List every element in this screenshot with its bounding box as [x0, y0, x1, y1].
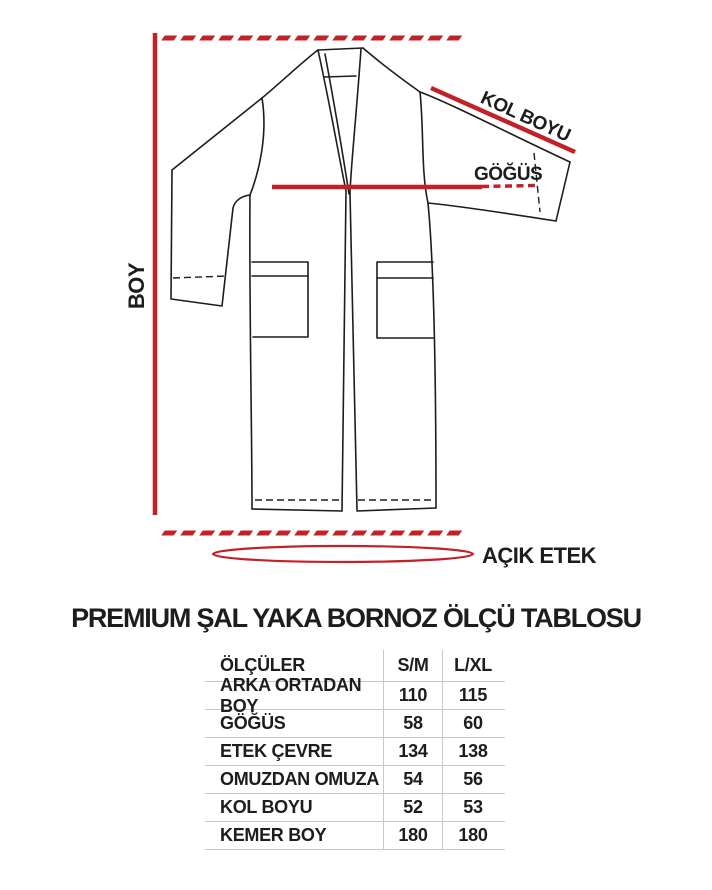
- acik-etek-ellipse: [213, 546, 473, 562]
- row-value-sm: 134: [383, 738, 442, 765]
- row-value-sm: 110: [383, 682, 442, 709]
- row-value-lxl: 180: [442, 822, 503, 849]
- row-label: KEMER BOY: [220, 825, 327, 845]
- label-boy: BOY: [124, 262, 149, 310]
- robe-dashed-seams: [173, 153, 543, 500]
- table-row: [205, 766, 505, 794]
- page-title: PREMIUM ŞAL YAKA BORNOZ ÖLÇÜ TABLOSU: [71, 603, 641, 633]
- row-label: GÖĞÜS: [220, 713, 286, 733]
- label-kol-boyu: KOL BOYU: [477, 87, 574, 147]
- table-row: [205, 738, 505, 766]
- row-value-lxl: 60: [442, 710, 503, 737]
- size-table: [205, 650, 505, 850]
- row-value-sm: 52: [383, 794, 442, 821]
- row-value-sm: 58: [383, 710, 442, 737]
- row-value-lxl: 53: [442, 794, 503, 821]
- table-row: [205, 710, 505, 738]
- row-label: ETEK ÇEVRE: [220, 741, 333, 761]
- column-header-sm: S/M: [383, 650, 442, 681]
- label-acik-etek: AÇIK ETEK: [482, 543, 597, 568]
- column-header-lxl: L/XL: [442, 650, 503, 681]
- row-value-lxl: 115: [442, 682, 503, 709]
- row-value-lxl: 56: [442, 766, 503, 793]
- row-value-sm: 180: [383, 822, 442, 849]
- row-label: KOL BOYU: [220, 797, 313, 817]
- row-label: OMUZDAN OMUZA: [220, 769, 380, 789]
- row-value-lxl: 138: [442, 738, 503, 765]
- gogus-measure-line-dashed: [482, 186, 538, 187]
- table-row: [205, 674, 505, 716]
- table-row: [205, 794, 505, 822]
- table-body: [205, 674, 505, 850]
- row-value-sm: 54: [383, 766, 442, 793]
- column-header-olculer: ÖLÇÜLER: [220, 655, 305, 675]
- label-gogus: GÖĞÜS: [474, 164, 543, 185]
- table-row: [205, 822, 505, 850]
- row-label: ARKA ORTADAN BOY: [220, 674, 362, 716]
